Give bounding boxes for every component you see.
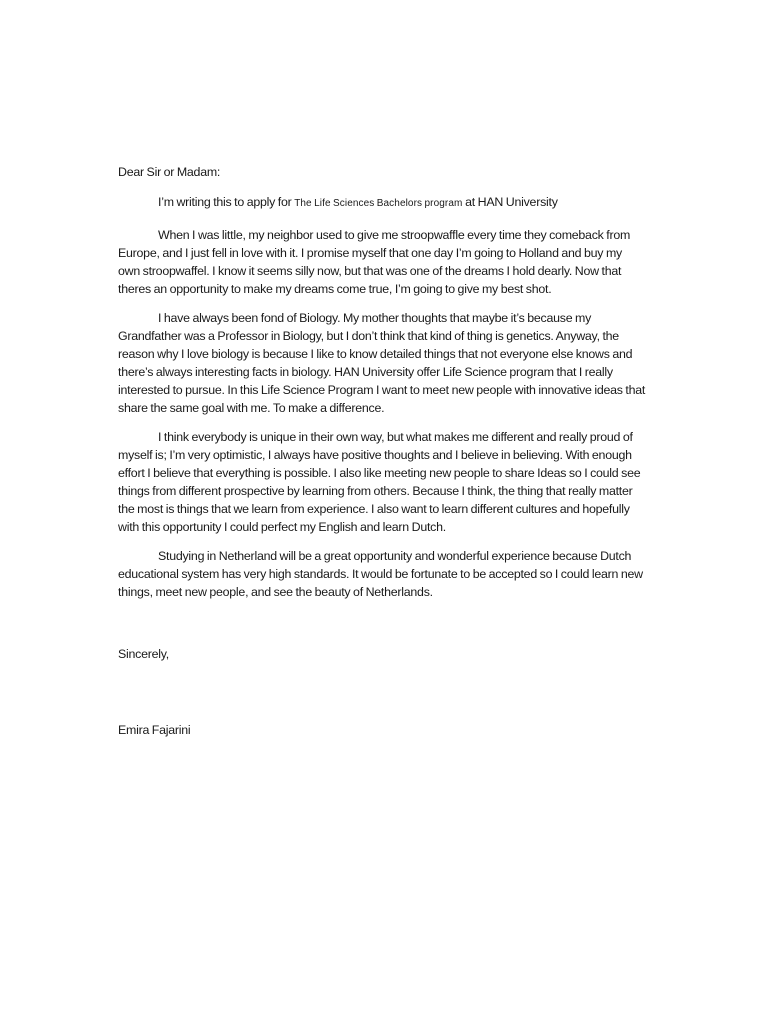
paragraph-childhood: When I was little, my neighbor used to give me stroopwaffle every time they comeback from Europe, and I just fell in love with it. I promise myself that one day I’m going to Holland and buy my own stroopwaffel. I know it seems silly now, but that was one of the dreams I hold dearly. Now that theres an opportunity to make my dreams come true, I’m going to give my best shot. xyxy=(118,228,631,296)
salutation: Dear Sir or Madam: xyxy=(118,165,221,179)
intro-text-end: at HAN University xyxy=(462,195,558,209)
program-name: The Life Sciences Bachelors program xyxy=(294,198,463,209)
paragraph-personality: I think everybody is unique in their own way, but what makes me different and really proud of myself is; I’m very optimistic, I always have positive thoughts and I believe in believing. With enough effort I believe that everything is possible. I also like meeting new people to share Ideas so I could see things from different prospective by learning from others. Because I think, the thing that really matter the most is things that we learn from experience. I also want to learn different cultures and hopefully with this opportunity I could perfect my English and learn Dutch. xyxy=(118,430,641,534)
intro-text-start: I’m writing this to apply for xyxy=(158,195,295,209)
paragraph-biology: I have always been fond of Biology. My mother thoughts that maybe it’s because my Grandfather was a Professor in Biology, but I don’t think that kind of thing is genetics. Anyway, the reason why I love biology is because I like to know detailed things that not everyone else knows and there’s always interesting facts in biology. HAN University offer Life Science program that I really interested to pursue. In this Life Science Program I want to meet new people with innovative ideas that share the same goal with me. To make a difference. xyxy=(118,311,646,415)
cover-letter xyxy=(118,163,646,739)
intro-paragraph xyxy=(118,193,646,213)
closing: Sincerely, xyxy=(118,647,169,661)
paragraph-netherlands: Studying in Netherland will be a great opportunity and wonderful experience because Dutch educational system has very high standards. It would be fortunate to be accepted so I could learn new things, meet new people, and see the beauty of Netherlands. xyxy=(118,549,643,599)
signature-name: Emira Fajarini xyxy=(118,723,191,737)
